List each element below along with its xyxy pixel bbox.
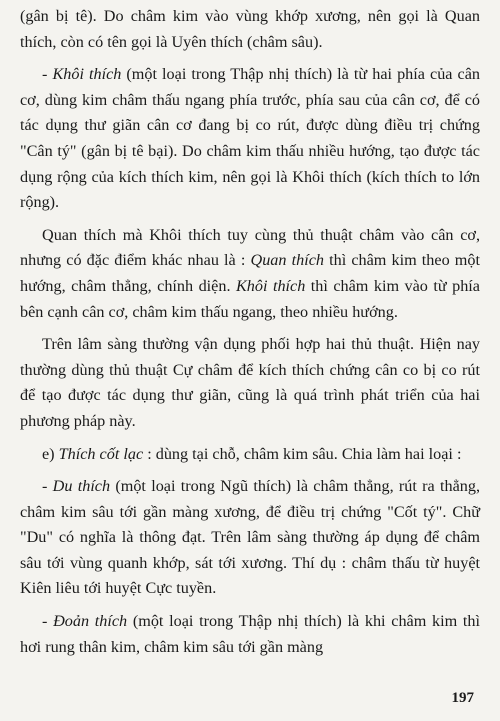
text-run: (một loại trong Ngũ thích) là châm thẳng, rút ra thẳng, châm kim sâu tới gần màng xương, để điều trị chứng "Cốt tý". Chữ "Du" có nghĩa là thông đạt. Trên lâm sàng thường áp dụng để châm sâu tới vùng quanh khớp, sát tới xương. Thí dụ : châm thấu từ huyệt Kiên liêu tới huyệt Cực tuyền. (20, 477, 481, 598)
paragraph (20, 332, 480, 434)
italic-term: Quan thích (250, 251, 324, 270)
text-run: - (42, 65, 53, 84)
text-run: (một loại trong Thập nhị thích) là từ hai phía của cân cơ, dùng kim châm thấu ngang phía trước, phía sau của cân cơ, để có tác dụng thư giãn cân cơ đang bị co rút, được dùng điều trị chứng "Cân tý" (gân bị tê bại). Do châm kim thấu nhiều hướng, tạo được tác dụng rộng của kích thích kim, nên gọi là Khôi thích (kích thích to lớn rộng). (20, 65, 480, 212)
paragraph (20, 62, 480, 216)
text-run: : dùng tại chỗ, châm kim sâu. Chia làm hai loại : (143, 444, 462, 463)
paragraph (20, 4, 480, 55)
text-run: - (42, 612, 54, 631)
italic-term: Khôi thích (52, 65, 122, 84)
italic-term: Thích cốt lạc (58, 444, 144, 463)
italic-term: Khôi thích (235, 276, 306, 295)
text-run: - (42, 477, 53, 496)
text-run: (một loại trong Thập nhị thích) là khi châm kim thì hơi rung thân kim, châm kim sâu tới gần màng (20, 612, 480, 656)
text-run: e) (42, 444, 59, 463)
text-run: Trên lâm sàng thường vận dụng phối hợp hai thủ thuật. Hiện nay thường dùng thủ thuật Cự châm để kích thích chứng cân co bị co rút để tạo được tác dụng thư giãn, cũng là quá trình phát triển của hai phương pháp này. (20, 335, 480, 430)
text-run: thì châm kim vào từ phía bên cạnh cân cơ, châm kim thấu ngang, theo nhiều hướng. (20, 276, 480, 321)
paragraph (20, 609, 480, 660)
paragraph (20, 474, 480, 602)
italic-term: Du thích (52, 477, 111, 496)
text-run: (gân bị tê). Do châm kim vào vùng khớp xương, nên gọi là Quan thích, còn có tên gọi là Uyên thích (châm sâu). (20, 7, 480, 51)
paragraph (20, 442, 480, 468)
page-number: 197 (451, 690, 474, 706)
text-run: thì châm kim theo một hướng, châm thẳng, chính diện. (20, 251, 480, 295)
text-run: Quan thích mà Khôi thích tuy cùng thủ thuật châm vào cân cơ, nhưng có đặc điểm khác nhau là : (20, 225, 480, 270)
body-text (20, 4, 480, 660)
italic-term: Đoản thích (53, 612, 128, 631)
paragraph (20, 223, 480, 325)
